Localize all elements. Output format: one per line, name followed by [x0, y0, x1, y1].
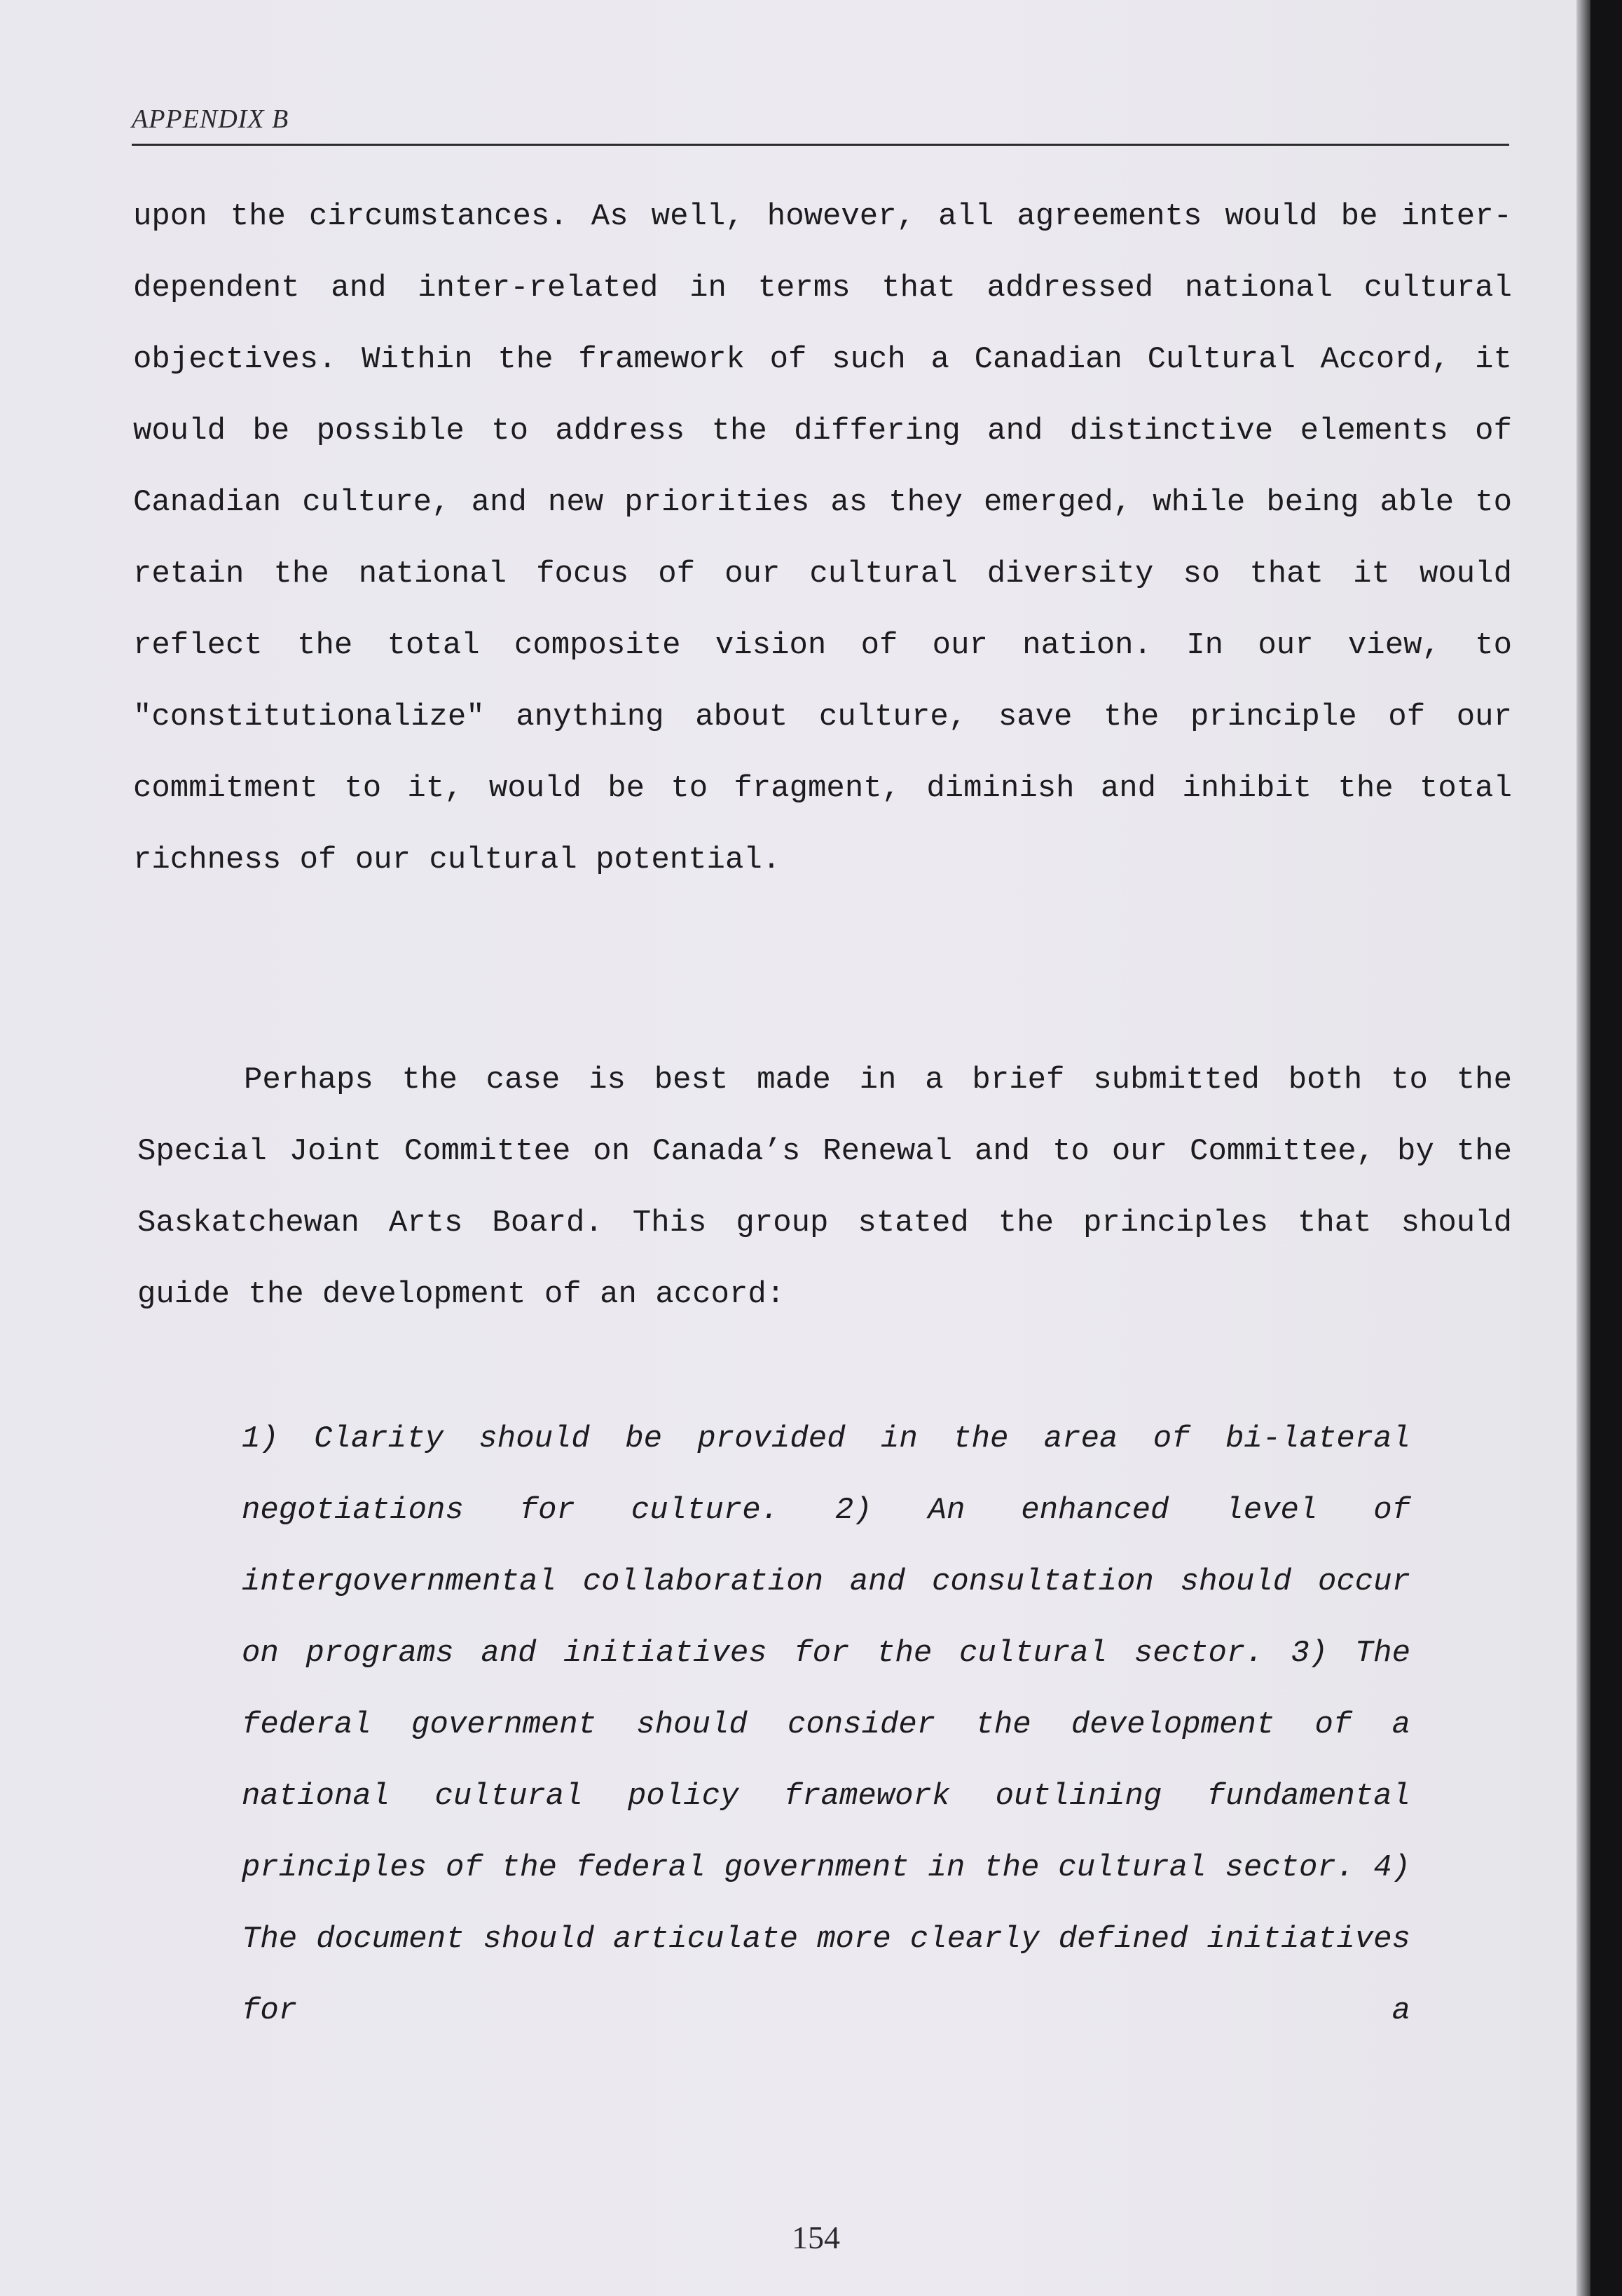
header-rule: [132, 144, 1509, 146]
block-quote: 1) Clarity should be provided in the area of bi-lateral negotiations for culture. 2) An enhanced level of intergovernmental collaboration and consultation should occur on programs and initiatives for the cultural sector. 3) The federal government should consider the development of a national cultural policy framework outlining fundamental principles of the federal government in the cultural sector. 4) The document should articulate more clearly defined initiatives for a: [242, 1421, 1410, 2028]
body-paragraph-2: [137, 1044, 1512, 1330]
page-number: 154: [792, 2220, 840, 2255]
body-paragraph-1: upon the circumstances. As well, however, all agreements would be inter-dependent and inter-related in terms that addressed national cultural objectives. Within the framework of such a Canadian Cultural Accord, it would be possible to address the differing and distinctive elements of Canadian culture, and new priorities as they emerged, while being able to retain the national focus of our cultural diversity so that it would reflect the total composite vision of our nation. In our view, to "constitutionalize" anything about culture, save the principle of our commitment to it, would be to fragment, diminish and inhibit the total richness of our cultural potential.: [133, 199, 1512, 877]
page-edge-shadow: [1576, 0, 1590, 2296]
body-paragraph-2-text: Perhaps the case is best made in a brief submitted both to the Special Joint Committee on Canada’s Renewal and to our Committee, by the Saskatchewan Arts Board. This group stated the principles that should guide the development of an accord:: [137, 1062, 1512, 1312]
running-head: APPENDIX B: [132, 104, 289, 134]
scanner-border: [1590, 0, 1622, 2296]
